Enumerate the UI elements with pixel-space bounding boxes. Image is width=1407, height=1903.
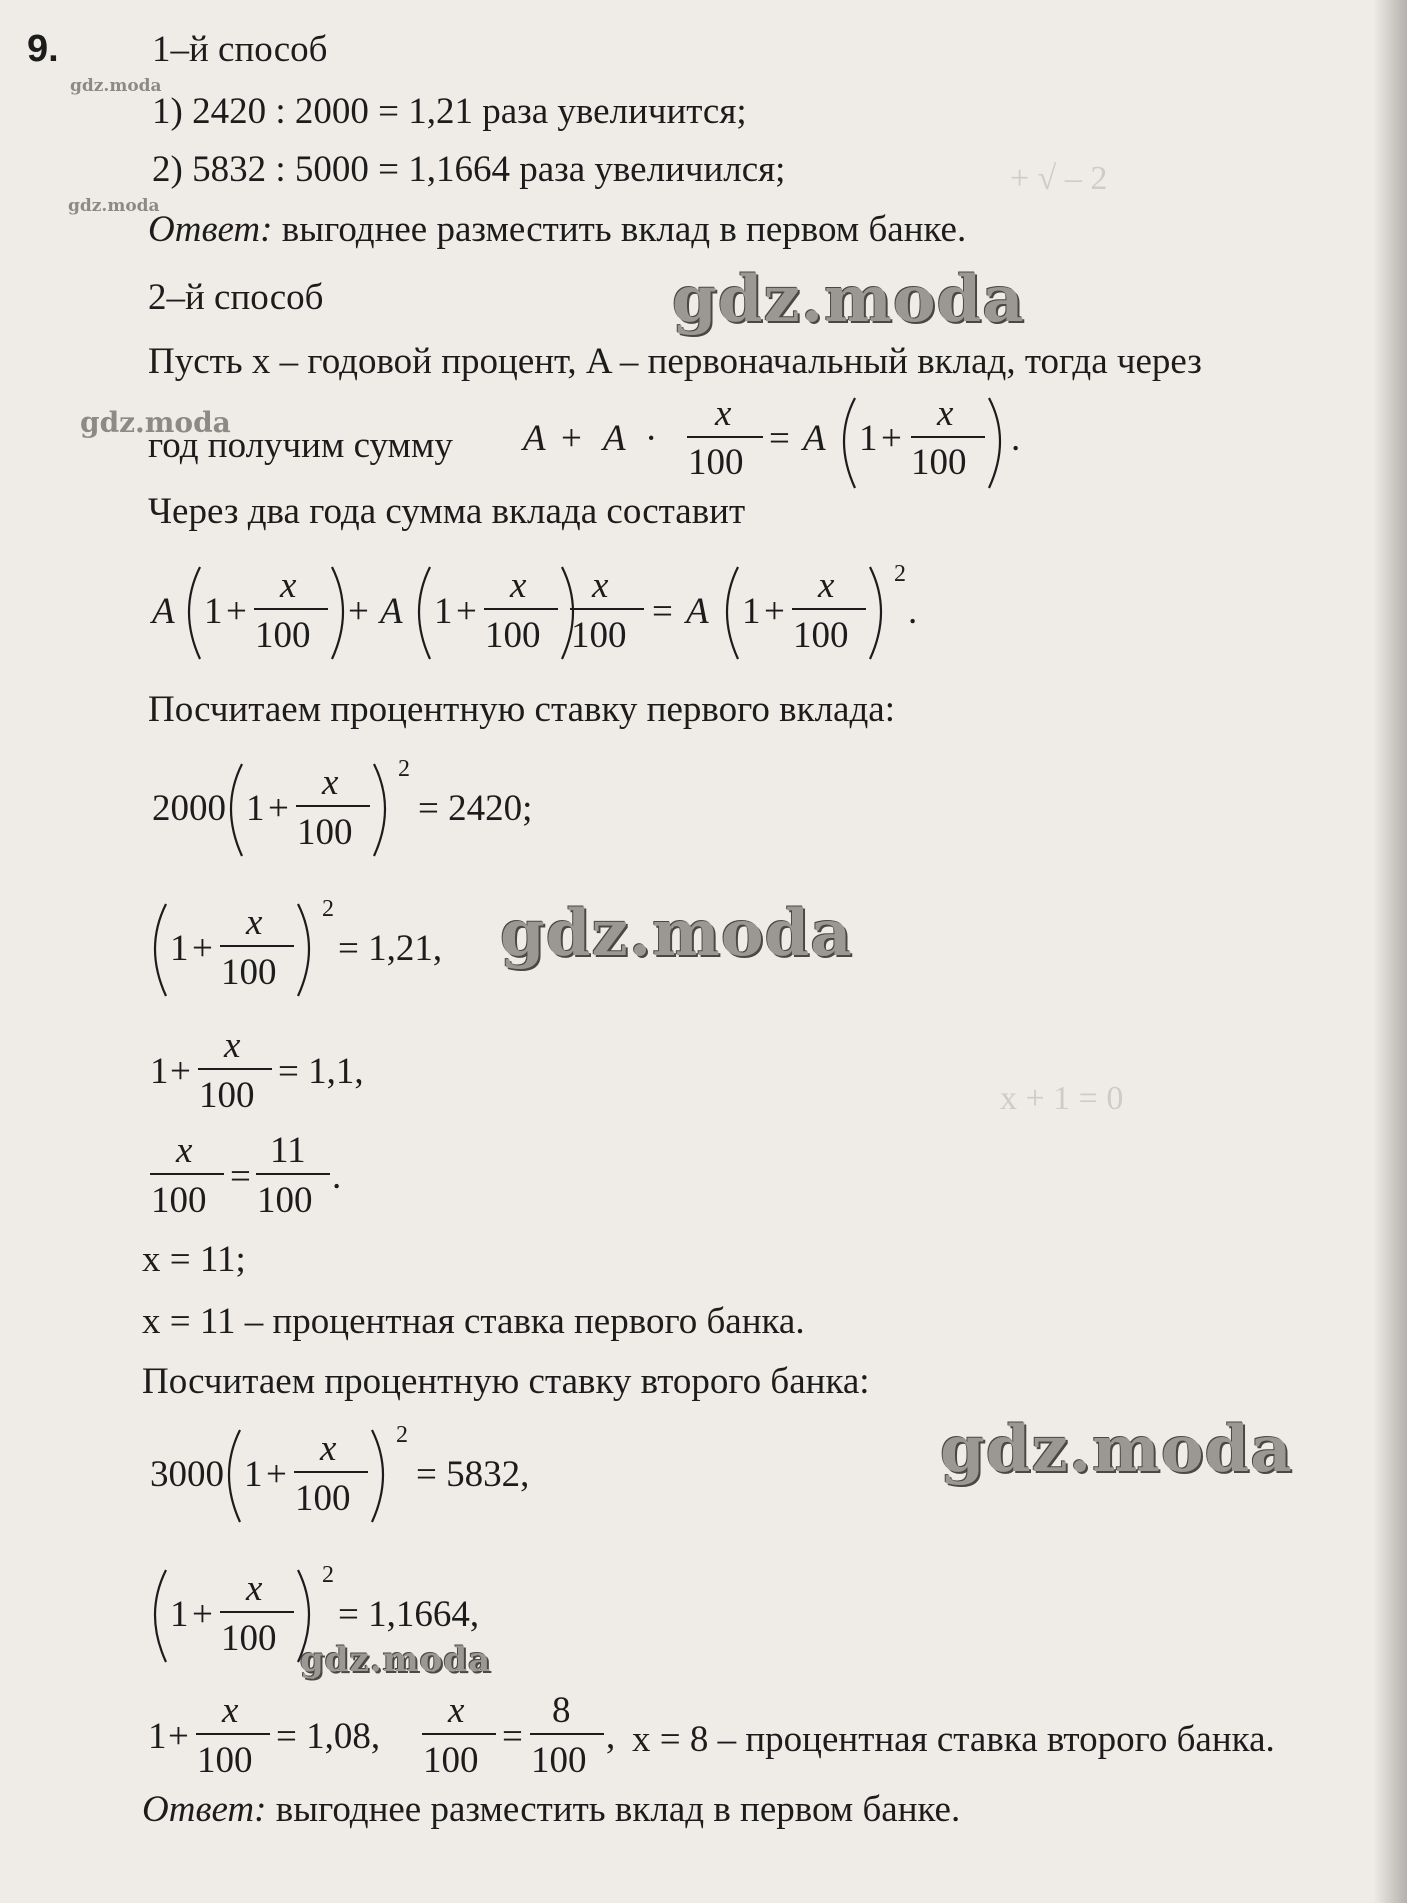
frac-num-x: x — [937, 393, 954, 434]
sym-one: 1 — [150, 1051, 169, 1092]
watermark-small: gdz.moda — [80, 406, 231, 439]
sym-eq: = — [502, 1716, 523, 1757]
method2-two-years: Через два года сумма вклада составит — [148, 491, 746, 532]
exponent-2: 2 — [322, 1562, 334, 1588]
sym-period: . — [1011, 418, 1021, 459]
value-3000: 3000 — [150, 1454, 224, 1495]
equation-first-squared — [148, 892, 468, 1012]
frac-den-100: 100 — [531, 1740, 587, 1781]
frac-den-100: 100 — [297, 812, 353, 853]
frac-den-100: 100 — [423, 1740, 479, 1781]
sym-plus: + — [764, 591, 785, 632]
problem-number: 9. — [27, 28, 59, 70]
frac-den-100: 100 — [257, 1180, 313, 1221]
result-121: = 1,21, — [338, 928, 443, 969]
bleed-through: x + 1 = 0 — [1000, 1080, 1124, 1117]
frac-num-x: x — [715, 393, 732, 434]
method2-intro-line2: год получим сумму — [148, 425, 453, 466]
sym-A: A — [603, 418, 626, 459]
frac-num-8: 8 — [552, 1690, 571, 1731]
equation-first-fraction — [148, 1130, 408, 1230]
frac-num-x: x — [818, 565, 835, 606]
frac-num-x: x — [448, 1690, 465, 1731]
method1-step1: 1) 2420 : 2000 = 1,21 раза увеличится; — [152, 91, 747, 132]
value-2000: 2000 — [152, 788, 226, 829]
right-paren — [374, 764, 385, 856]
frac-den-100: 100 — [199, 1075, 255, 1116]
sym-eq: = — [652, 591, 673, 632]
sym-plus: + — [881, 418, 902, 459]
method2-first-rate-intro: Посчитаем процентную ставку первого вклада: — [148, 689, 895, 730]
left-paren — [155, 904, 166, 996]
left-paren — [231, 764, 242, 856]
right-paren — [298, 904, 309, 996]
sym-plus: + — [268, 788, 289, 829]
answer-label: Ответ: — [148, 209, 273, 250]
frac-den-100: 100 — [255, 615, 311, 656]
frac-num-x: x — [246, 1568, 263, 1609]
bleed-through: + √ – 2 — [1010, 160, 1108, 197]
method2-heading: 2–й способ — [148, 277, 324, 318]
sym-plus: + — [192, 1594, 213, 1635]
sym-comma: , — [606, 1716, 616, 1757]
sym-one: 1 — [244, 1454, 263, 1495]
watermark-big: gdz.moda — [940, 1412, 1293, 1487]
sym-plus: + — [266, 1454, 287, 1495]
sym-plus: + — [561, 418, 582, 459]
sym-one: 1 — [859, 418, 878, 459]
sym-plus: + — [192, 928, 213, 969]
frac-num-x: x — [224, 1025, 241, 1066]
left-paren — [229, 1430, 240, 1522]
frac-num-x: x — [280, 565, 297, 606]
frac-den-100: 100 — [295, 1478, 351, 1519]
sym-plus: + — [170, 1051, 191, 1092]
right-paren — [989, 398, 1000, 488]
equation-first-root — [148, 1025, 408, 1125]
sym-A: A — [686, 591, 709, 632]
method1-answer — [148, 208, 966, 252]
sym-period: . — [908, 591, 918, 632]
sym-A: A — [380, 591, 403, 632]
second-rate-result: x = 8 – процентная ставка второго банка. — [632, 1719, 1275, 1760]
page-edge-shadow — [1373, 0, 1407, 1903]
sym-one: 1 — [204, 591, 223, 632]
watermark-big: gdz.moda — [300, 1640, 492, 1680]
formula-sum-after-year — [515, 390, 1035, 500]
method1-step2: 2) 5832 : 5000 = 1,1664 раза увеличился; — [152, 149, 786, 190]
answer-text: выгоднее разместить вклад в первом банке. — [281, 209, 967, 250]
sym-one: 1 — [170, 928, 189, 969]
sym-A: A — [523, 418, 546, 459]
sym-one: 1 — [170, 1594, 189, 1635]
frac-num-x: x — [592, 565, 609, 606]
method2-intro-line1: Пусть x – годовой процент, A – первоначальный вклад, тогда через — [148, 341, 1202, 382]
watermark-small: gdz.moda — [70, 76, 162, 96]
left-paren — [189, 567, 200, 659]
sym-dot: · — [645, 418, 658, 459]
sym-A: A — [803, 418, 826, 459]
frac-num-x: x — [320, 1428, 337, 1469]
frac-den-100: 100 — [911, 442, 967, 483]
frac-den-100: 100 — [485, 615, 541, 656]
left-paren — [419, 567, 430, 659]
equation-first-bank — [148, 752, 588, 872]
frac-den-100: 100 — [688, 442, 744, 483]
sym-plus: + — [456, 591, 477, 632]
sym-A: A — [152, 591, 175, 632]
sym-eq: = — [769, 418, 790, 459]
right-paren — [372, 1430, 383, 1522]
frac-num-x: x — [246, 902, 263, 943]
answer-text: выгоднее разместить вклад в первом банке. — [275, 1789, 961, 1830]
frac-den-100: 100 — [151, 1180, 207, 1221]
method1-heading-text: 1–й способ — [152, 29, 328, 70]
frac-den-100: 100 — [197, 1740, 253, 1781]
frac-den-100: 100 — [793, 615, 849, 656]
answer-label: Ответ: — [142, 1789, 267, 1830]
left-paren — [727, 567, 738, 659]
result-2420: = 2420; — [418, 788, 533, 829]
sym-one: 1 — [742, 591, 761, 632]
frac-num-x: x — [322, 762, 339, 803]
sym-one: 1 — [434, 591, 453, 632]
result-5832: = 5832, — [416, 1454, 530, 1495]
frac-den-100: 100 — [221, 1618, 277, 1659]
equation-second-bank — [148, 1418, 588, 1538]
frac-den-100: 100 — [221, 952, 277, 993]
frac-num-11: 11 — [270, 1130, 306, 1171]
sym-plus: + — [348, 591, 369, 632]
exponent-2: 2 — [396, 1422, 408, 1448]
watermark-big: gdz.moda — [672, 262, 1025, 337]
result-11664: = 1,1664, — [338, 1594, 480, 1635]
exponent-2: 2 — [322, 896, 334, 922]
method1-heading — [152, 28, 327, 72]
first-x-value: x = 11; — [142, 1239, 246, 1280]
method2-second-rate-intro: Посчитаем процентную ставку второго банка: — [142, 1361, 870, 1402]
frac-num-x: x — [176, 1130, 193, 1171]
frac-den-100: 100 — [571, 615, 627, 656]
first-rate-result: x = 11 – процентная ставка первого банка. — [142, 1301, 805, 1342]
right-paren — [332, 567, 343, 659]
result-108: = 1,08, — [276, 1716, 381, 1757]
left-paren — [155, 1570, 166, 1662]
sym-eq: = — [230, 1156, 251, 1197]
frac-num-x: x — [222, 1690, 239, 1731]
sym-one: 1 — [148, 1716, 167, 1757]
exponent-2: 2 — [894, 561, 906, 587]
frac-num-x: x — [510, 565, 527, 606]
exponent-2: 2 — [398, 756, 410, 782]
sym-period: . — [332, 1156, 342, 1197]
watermark-small: gdz.moda — [68, 196, 160, 216]
result-11: = 1,1, — [278, 1051, 364, 1092]
sym-one: 1 — [246, 788, 265, 829]
formula-two-years — [148, 555, 928, 675]
watermark-big: gdz.moda — [500, 896, 853, 971]
method2-answer — [142, 1788, 960, 1832]
sym-plus: + — [226, 591, 247, 632]
left-paren — [844, 398, 855, 488]
right-paren — [870, 567, 881, 659]
sym-plus: + — [168, 1716, 189, 1757]
